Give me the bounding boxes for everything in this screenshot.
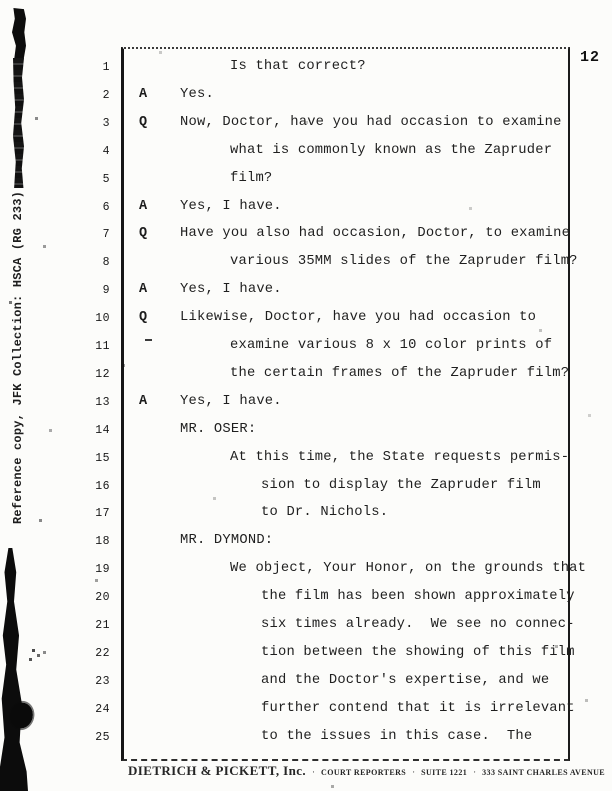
line-number: 7 bbox=[102, 228, 110, 242]
line-number: 5 bbox=[102, 172, 110, 186]
transcript-line bbox=[0, 310, 612, 330]
line-text: Yes, I have. bbox=[180, 282, 282, 298]
transcript-line bbox=[0, 589, 612, 609]
line-text: MR. OSER: bbox=[180, 421, 257, 437]
line-number: 25 bbox=[95, 730, 110, 744]
line-text: examine various 8 x 10 color prints of bbox=[230, 338, 553, 353]
transcript-line bbox=[0, 505, 612, 525]
transcript-line bbox=[0, 478, 612, 498]
line-number: 18 bbox=[95, 535, 110, 549]
line-text: further contend that it is irrelevant bbox=[261, 700, 575, 716]
line-number: 24 bbox=[95, 702, 110, 716]
line-number: 13 bbox=[95, 395, 110, 409]
line-number: 8 bbox=[102, 256, 110, 270]
line-number: 16 bbox=[95, 479, 110, 493]
line-text: Likewise, Doctor, have you had occasion to bbox=[180, 310, 537, 326]
line-number: 21 bbox=[95, 619, 110, 632]
line-text: six times already. We see no connec- bbox=[261, 617, 575, 632]
line-number: 12 bbox=[95, 367, 110, 381]
page-number: 12 bbox=[580, 49, 601, 66]
line-text: film? bbox=[230, 170, 273, 186]
line-text: sion to display the Zapruder film bbox=[261, 477, 541, 493]
transcript-line bbox=[0, 87, 612, 107]
line-number: 1 bbox=[102, 61, 110, 74]
line-number: 9 bbox=[102, 284, 110, 298]
line-number: 19 bbox=[95, 563, 110, 577]
transcript-line bbox=[0, 701, 612, 721]
archival-stamp: Reference copy, JFK Collection: HSCA (RG 233) bbox=[11, 190, 25, 524]
footer-separator-dot: · bbox=[312, 767, 316, 777]
speaker-letter: Q bbox=[139, 310, 148, 326]
footer-item-address: 333 SAINT CHARLES AVENUE bbox=[482, 768, 606, 777]
line-text: Have you also had occasion, Doctor, to examine bbox=[180, 226, 571, 242]
line-text: Yes, I have. bbox=[180, 393, 282, 409]
transcript-line bbox=[0, 115, 612, 135]
footer-separator-dot: · bbox=[412, 767, 416, 777]
line-text: what is commonly known as the Zapruder bbox=[230, 142, 553, 158]
speaker-letter: A bbox=[139, 86, 148, 102]
footer-separator-dot: · bbox=[473, 767, 477, 777]
line-text: tion between the showing of this film bbox=[261, 644, 575, 660]
line-text: MR. DYMOND: bbox=[180, 533, 274, 549]
line-number: 4 bbox=[102, 144, 110, 158]
line-number: 3 bbox=[102, 116, 110, 130]
transcript-line bbox=[0, 171, 612, 191]
line-text: Yes, I have. bbox=[180, 198, 282, 214]
speaker-letter: A bbox=[139, 198, 148, 214]
line-text: We object, Your Honor, on the grounds that bbox=[230, 561, 587, 577]
line-number: 20 bbox=[95, 591, 110, 605]
transcript-line bbox=[0, 338, 612, 358]
transcript-line bbox=[0, 673, 612, 693]
line-number: 2 bbox=[102, 88, 110, 102]
line-number: 14 bbox=[95, 423, 110, 437]
transcript-line bbox=[0, 422, 612, 442]
line-text: the film has been shown approximately bbox=[261, 589, 575, 605]
line-number: 10 bbox=[95, 312, 110, 326]
line-number: 23 bbox=[95, 674, 110, 688]
transcript-line bbox=[0, 143, 612, 163]
line-number: 22 bbox=[95, 646, 110, 660]
speaker-letter: A bbox=[139, 282, 148, 298]
line-number: 11 bbox=[95, 340, 110, 353]
transcript-line bbox=[0, 729, 612, 749]
footer bbox=[128, 763, 606, 779]
line-number: 6 bbox=[102, 200, 110, 214]
transcript-line bbox=[0, 282, 612, 302]
line-text: to Dr. Nichols. bbox=[261, 505, 389, 521]
transcript-line bbox=[0, 617, 612, 637]
line-text: and the Doctor's expertise, and we bbox=[261, 672, 550, 688]
line-text: various 35MM slides of the Zapruder film? bbox=[230, 254, 578, 270]
footer-item-suite: SUITE 1221 bbox=[421, 768, 468, 777]
footer-item-court-reporters: COURT REPORTERS bbox=[321, 768, 407, 777]
line-text: Now, Doctor, have you had occasion to examine bbox=[180, 114, 562, 130]
transcript-line bbox=[0, 226, 612, 246]
speaker-letter: A bbox=[139, 393, 148, 409]
transcript-line bbox=[0, 533, 612, 553]
transcript-line bbox=[0, 59, 612, 79]
line-text: to the issues in this case. The bbox=[261, 728, 533, 744]
transcript-line bbox=[0, 450, 612, 470]
line-text: Is that correct? bbox=[230, 59, 366, 74]
line-number: 15 bbox=[95, 451, 110, 465]
line-text: Yes. bbox=[180, 86, 214, 102]
transcript-line bbox=[0, 254, 612, 274]
transcript-line bbox=[0, 645, 612, 665]
speaker-letter: Q bbox=[139, 226, 148, 242]
transcript-line bbox=[0, 366, 612, 386]
transcript-line bbox=[0, 394, 612, 414]
line-text: At this time, the State requests permis- bbox=[230, 449, 570, 465]
speaker-letter: Q bbox=[139, 114, 148, 130]
transcript-line bbox=[0, 199, 612, 219]
footer-firm-name: DIETRICH & PICKETT, Inc. bbox=[128, 763, 307, 778]
line-number: 17 bbox=[95, 507, 110, 521]
line-text: the certain frames of the Zapruder film? bbox=[230, 365, 570, 381]
transcript-line bbox=[0, 561, 612, 581]
